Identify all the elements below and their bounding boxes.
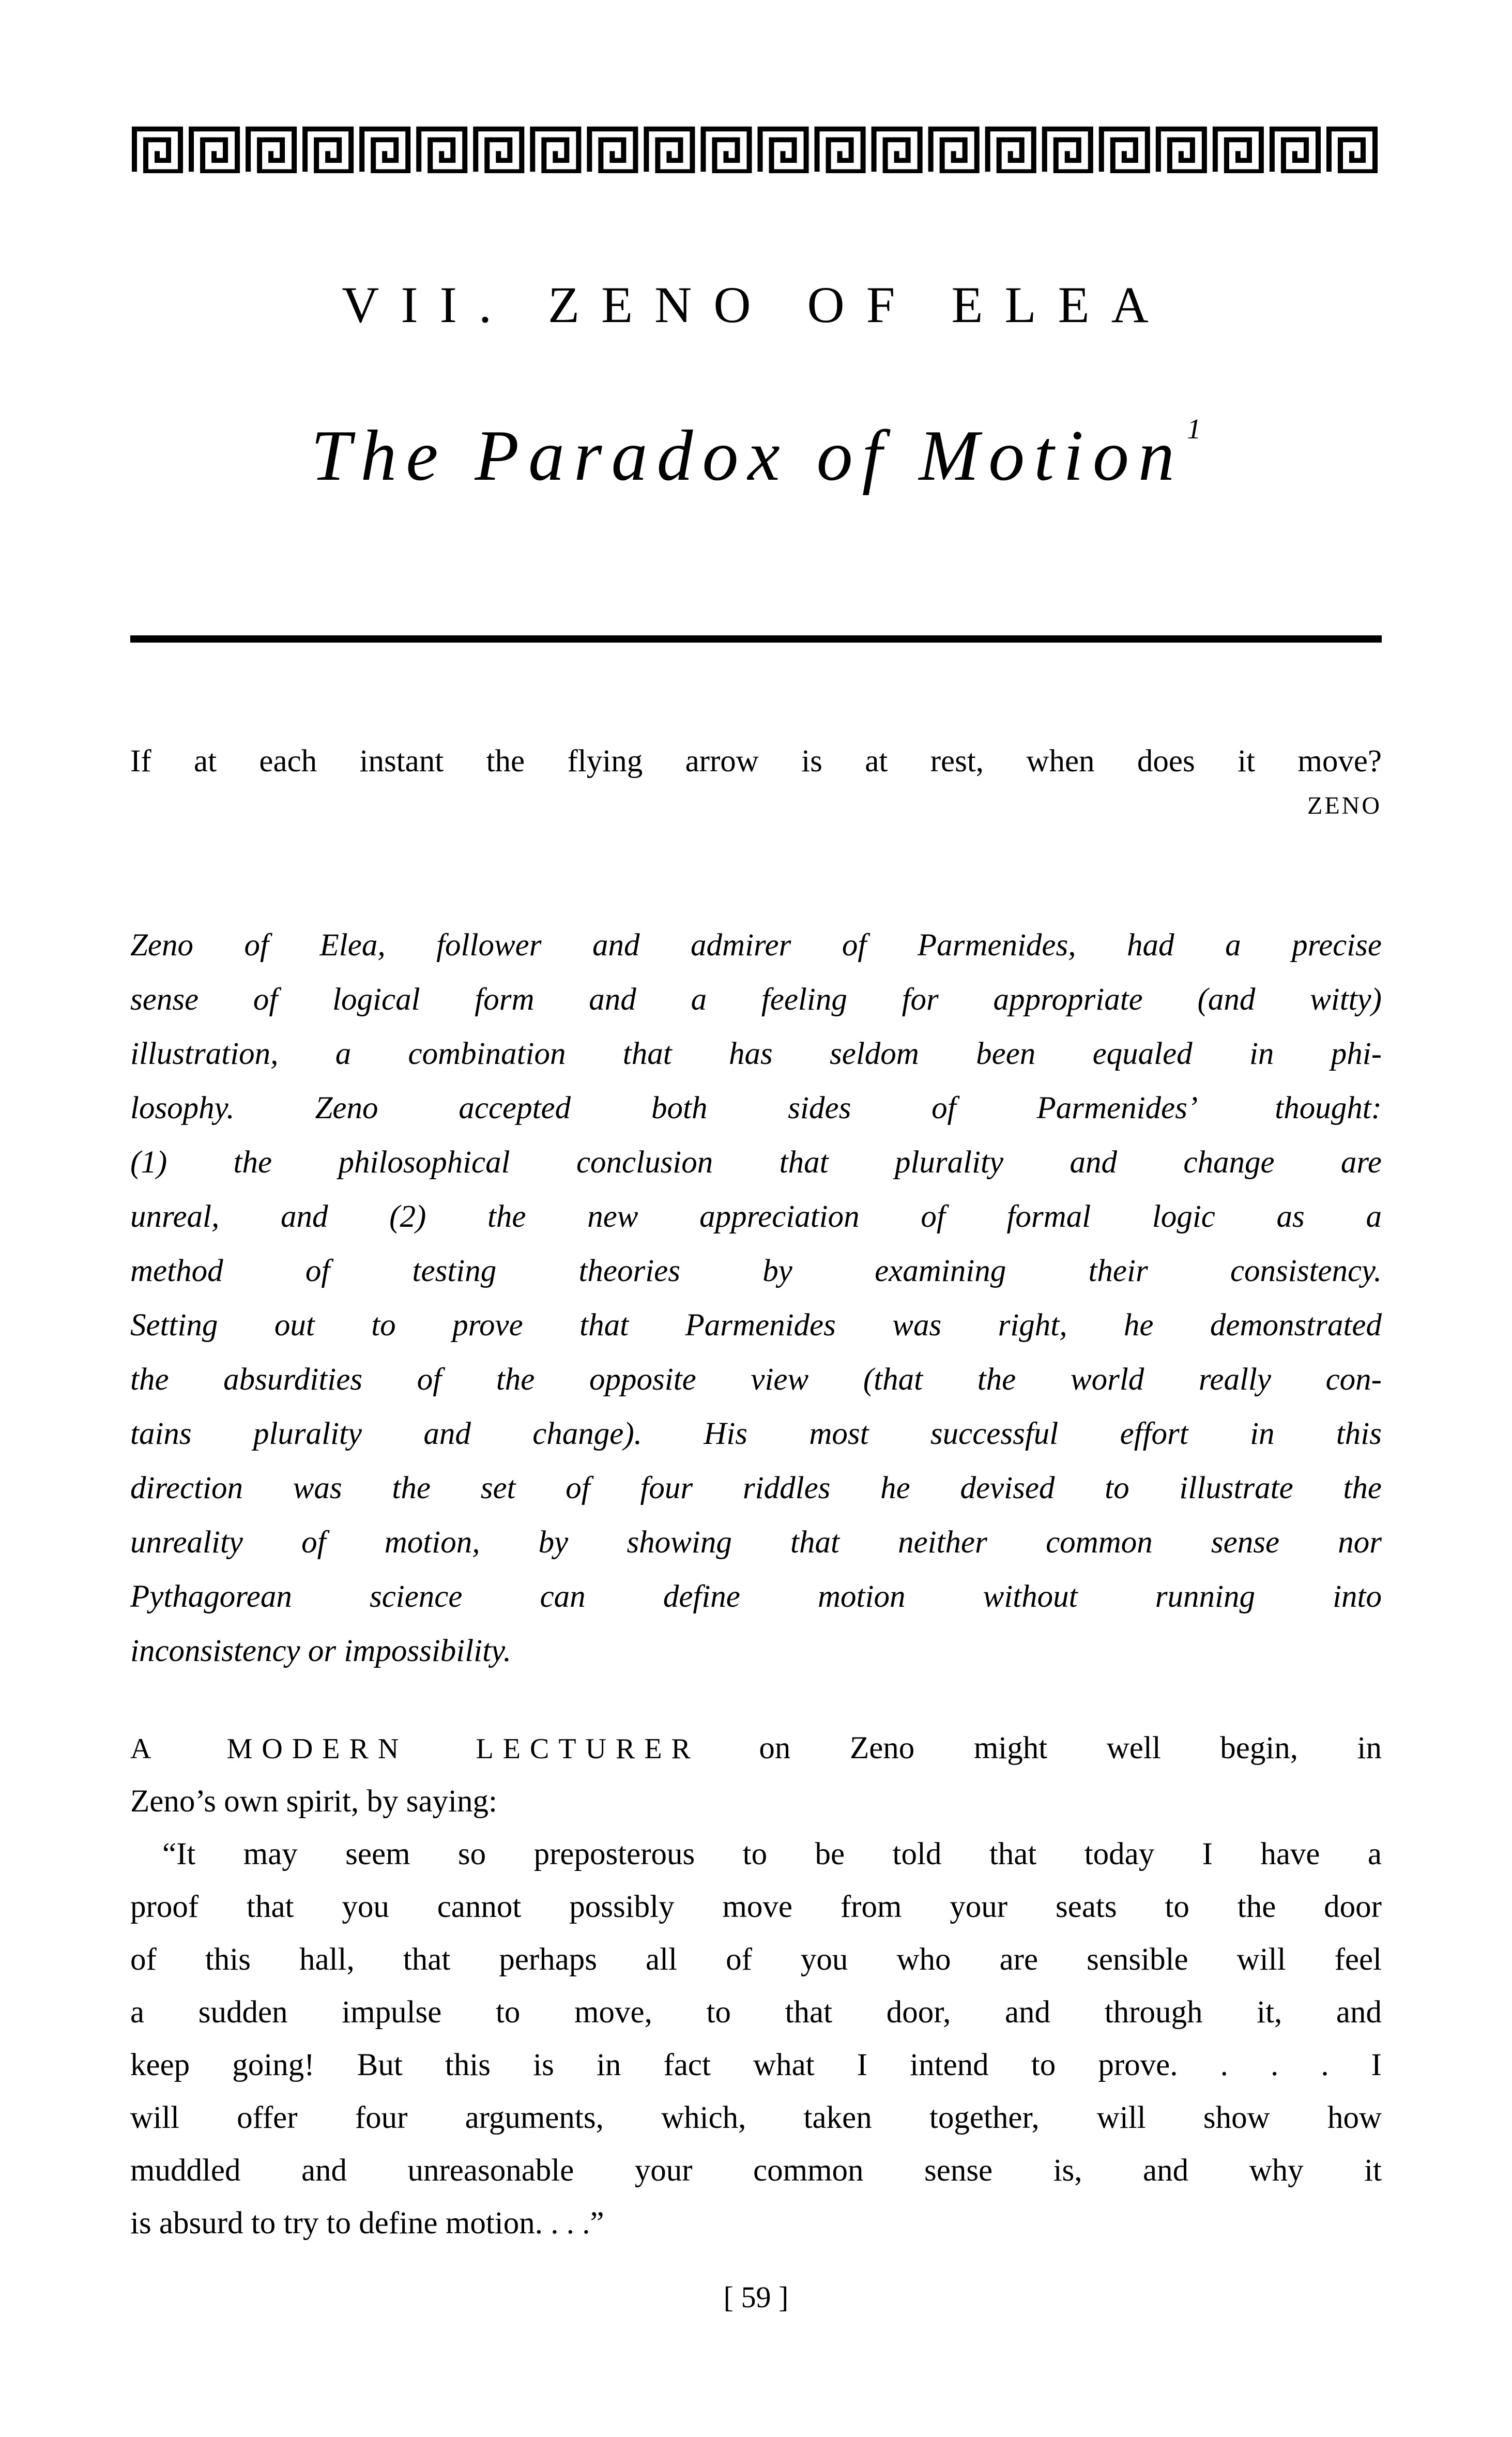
text-line: muddled and unreasonable your common sense is, and why it xyxy=(130,2153,1382,2188)
text-line: unreal, and (2) the new appreciation of formal logic as a xyxy=(130,1199,1382,1234)
text-line: losophy. Zeno accepted both sides of Parmenides’ thought: xyxy=(130,1091,1382,1125)
text-line: unreality of motion, by showing that neither common sense nor xyxy=(130,1525,1382,1560)
divider-rule xyxy=(130,635,1382,643)
text-line: direction was the set of four riddles he devised to illustrate the xyxy=(130,1471,1382,1505)
greek-key-border xyxy=(130,124,1382,173)
text-line: the absurdities of the opposite view (that the world really con- xyxy=(130,1362,1382,1397)
text-line: sense of logical form and a feeling for appropriate (and witty) xyxy=(130,982,1382,1017)
text-line: proof that you cannot possibly move from your seats to the door xyxy=(130,1890,1382,1924)
text-line: method of testing theories by examining their consistency. xyxy=(130,1254,1382,1288)
chapter-title xyxy=(130,277,1382,333)
text-line: Pythagorean science can define motion without running into xyxy=(130,1579,1382,1614)
text-line: Zeno of Elea, follower and admirer of Parmenides, had a precise xyxy=(130,928,1382,963)
page-content xyxy=(130,124,1382,2313)
text-line: illustration, a combination that has seldom been equaled in phi- xyxy=(130,1037,1382,1071)
chapter-subtitle-text: The Paradox of Motion xyxy=(311,416,1184,496)
lead-in-caps: A MODERN LECTURER xyxy=(130,1733,700,1765)
text-line: inconsistency or impossibility. xyxy=(130,1634,512,1668)
footnote-reference: 1 xyxy=(1186,413,1201,445)
text-line: tains plurality and change). His most successful effort in this xyxy=(130,1416,1382,1451)
text-line: keep going! But this is in fact what I intend to prove. . . . I xyxy=(130,2048,1382,2082)
epigraph-attribution: ZENO xyxy=(1307,792,1382,819)
epigraph-text: If at each instant the flying arrow is at rest, when does it move? xyxy=(130,744,1382,779)
page-number: [ 59 ] xyxy=(723,2280,789,2314)
text-line: “It may seem so preposterous to be told that today I have a xyxy=(162,1837,1382,1871)
lecture-paragraph xyxy=(130,1722,1382,2250)
text-line: will offer four arguments, which, taken together, will show how xyxy=(130,2100,1382,2135)
lecture-line-second: Zeno’s own spirit, by saying: xyxy=(130,1784,497,1819)
lead-in-rest: on Zeno might well begin, in xyxy=(699,1731,1382,1765)
text-line: a sudden impulse to move, to that door, and through it, and xyxy=(130,1995,1382,2030)
text-line: of this hall, that perhaps all of you who are sensible will feel xyxy=(130,1942,1382,1977)
lecture-line-first xyxy=(130,1722,1382,1775)
text-line: Setting out to prove that Parmenides was right, he demonstrated xyxy=(130,1308,1382,1343)
quote-paragraph xyxy=(130,1828,1382,2250)
chapter-title-text: VII. ZENO OF ELEA xyxy=(342,276,1170,333)
intro-paragraph xyxy=(130,918,1382,1678)
text-line: is absurd to try to define motion. . . .” xyxy=(130,2206,604,2241)
chapter-subtitle xyxy=(130,385,1382,500)
text-line: (1) the philosophical conclusion that plurality and change are xyxy=(130,1145,1382,1180)
